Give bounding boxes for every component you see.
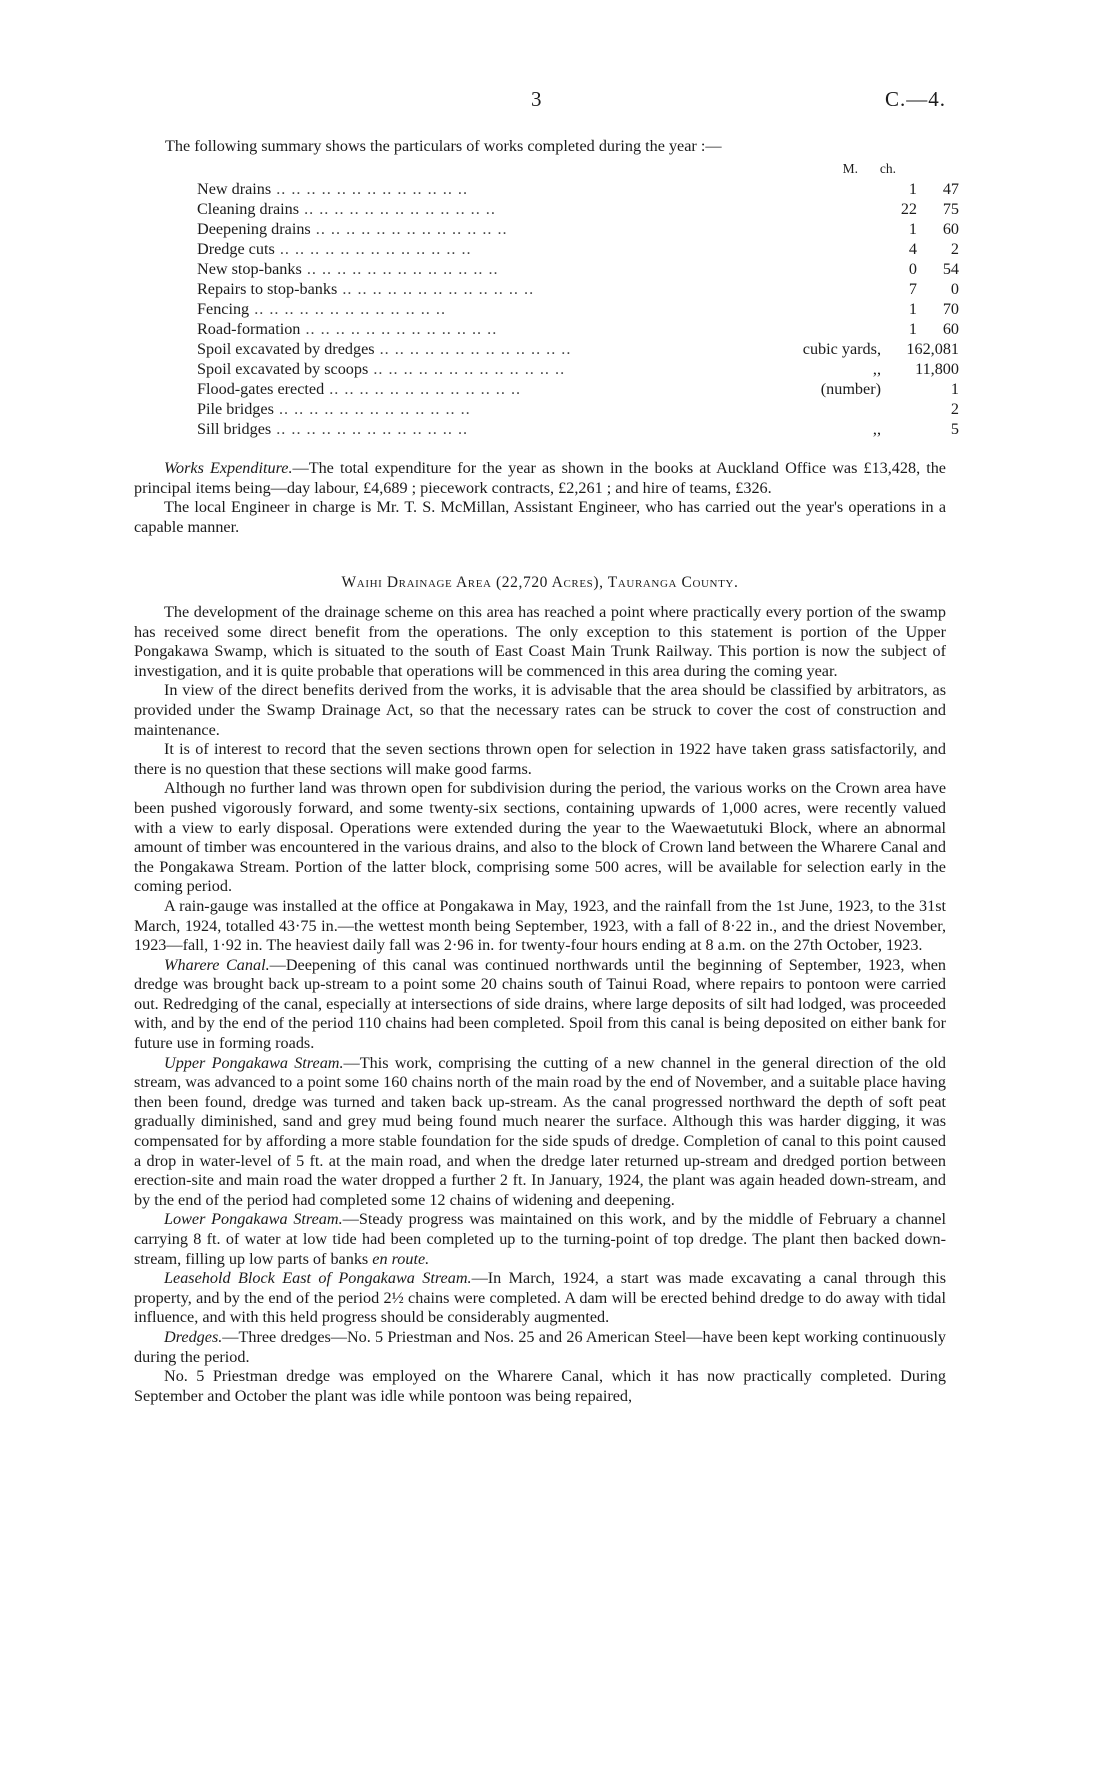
works-expenditure-paragraph <box>134 459 946 498</box>
summary-row-chains: 75 <box>942 200 959 218</box>
summary-row-miles: 1 <box>908 180 917 198</box>
summary-row-label: Dredge cuts <box>197 240 275 258</box>
summary-quantity-row: Spoil excavated by dredges .. .. .. .. .. .. .. .. .. .. .. .. .. cubic yards, 162,081 <box>197 340 959 358</box>
summary-quantity-row: Sill bridges .. .. .. .. .. .. .. .. .. .. .. .. .. ,, 5 <box>197 420 959 438</box>
summary-row-miles: 7 <box>908 280 917 298</box>
quantity-row-label: Pile bridges <box>197 400 274 418</box>
works-summary-table <box>197 179 959 439</box>
summary-row-label: Repairs to stop-banks <box>197 280 338 298</box>
quantity-row-label: Spoil excavated by scoops <box>197 360 369 378</box>
dredges-text: —Three dredges—No. 5 Priestman and Nos. 25 and 26 American Steel—have been kept working continuously during the period. <box>134 1327 946 1366</box>
wharere-canal-heading: Wharere Canal. <box>164 955 270 974</box>
summary-quantity-row: Pile bridges .. .. .. .. .. .. .. .. .. .. .. .. .. 2 <box>197 400 959 418</box>
summary-units <box>820 161 896 177</box>
wharere-canal-text: —Deepening of this canal was continued northwards until the beginning of September, 1923, when dredge was brought back up-stream to a point some 20 chains south of Tainui Road, where repairs to pontoon were carried out. Redredging of the canal, especially at intersections of side drains, where large deposits of silt had lodged, was proceeded with, and by the end of the period 110 chains had been completed. Spoil from this canal is being deposited on either bank for future use in forming roads. <box>134 955 947 1053</box>
summary-row-chains: 60 <box>942 320 959 338</box>
summary-row: New drains .. .. .. .. .. .. .. .. .. .. .. .. .. 1 47 <box>197 180 959 198</box>
miles-column-header: M. <box>842 161 858 176</box>
summary-row: New stop-banks .. .. .. .. .. .. .. .. .. .. .. .. .. 0 54 <box>197 260 959 278</box>
engineer-paragraph: The local Engineer in charge is Mr. T. S. McMillan, Assistant Engineer, who has carried out the year's operations in a capable manner. <box>134 498 946 536</box>
summary-row-label: Fencing <box>197 300 250 318</box>
report-reference: C.—4. <box>884 87 946 111</box>
paragraph-crown-area: Although no further land was thrown open for subdivision during the period, the various works on the Crown area have been pushed vigorously forward, and some twenty-six sections, containing upwards of 1,000 acres, were recently valued with a view to early disposal. Operations were extended during the year to the Waewaetutuki Block, where an abnormal amount of timber was encountered in the various drains, and also to the block of Crown land between the Wharere Canal and the Pongakawa Stream. Portion of the latter block, comprising some 500 acres, will be available for selection early in the coming period. <box>134 779 946 896</box>
paragraph-development: The development of the drainage scheme on this area has reached a point where practically every portion of the swamp has received some direct benefit from the operations. The only exception to this statement is portion of the Upper Pongakawa Swamp, which is situated to the south of East Coast Main Trunk Railway. This portion is now the subject of investigation, and it is quite probable that operations will be commenced in this area during the coming year. <box>134 603 946 680</box>
summary-row: Deepening drains .. .. .. .. .. .. .. .. .. .. .. .. .. 1 60 <box>197 220 959 238</box>
summary-row-miles: 0 <box>908 260 917 278</box>
summary-row: Cleaning drains .. .. .. .. .. .. .. .. .. .. .. .. .. 22 75 <box>197 200 959 218</box>
dredges-heading: Dredges. <box>164 1327 223 1346</box>
quantity-row-label: Spoil excavated by dredges <box>197 340 375 358</box>
summary-row-label: Road-formation <box>197 320 301 338</box>
leasehold-block-text: —In March, 1924, a start was made excavating a canal through this property, and by the end of the period 2½ chains were completed. A dam will be erected behind dredge to do away with tidal influence, and with this held progress should be considerably augmented. <box>134 1269 946 1327</box>
chains-column-header: ch. <box>879 161 896 176</box>
paragraph-leasehold-block <box>134 1269 946 1328</box>
lower-pongakawa-text: —Steady progress was maintained on this work, and by the middle of February a channel carrying 8 ft. of water at low tide had been completed up to the turning-point of top dredge. The plant then backed down-stream, filling up low parts of banks <box>134 1210 946 1268</box>
quantity-row-label: Sill bridges <box>197 420 272 438</box>
page-number: 3 <box>531 87 542 111</box>
summary-row-chains: 2 <box>950 240 959 258</box>
summary-row-chains: 47 <box>942 180 959 198</box>
summary-quantity-row: Flood-gates erected .. .. .. .. .. .. .. .. .. .. .. .. .. (number) 1 <box>197 380 959 398</box>
paragraph-classification: In view of the direct benefits derived from the works, it is advisable that the area should be classified by arbitrators, as provided under the Swamp Drainage Act, so that the necessary rates can be struck to cover the cost of construction and maintenance. <box>134 681 946 739</box>
quantity-row-label: Flood-gates erected <box>197 380 325 398</box>
summary-row-miles: 1 <box>908 220 917 238</box>
quantity-row-value: 2 <box>950 400 959 418</box>
en-route-text: en route. <box>372 1249 430 1268</box>
paragraph-upper-pongakawa <box>134 1054 946 1211</box>
summary-row: Dredge cuts .. .. .. .. .. .. .. .. .. .. .. .. .. 4 2 <box>197 240 959 258</box>
summary-row-chains: 60 <box>942 220 959 238</box>
summary-row-chains: 54 <box>942 260 959 278</box>
waihi-drainage-body <box>134 603 946 1406</box>
summary-row-label: New drains <box>197 180 272 198</box>
quantity-row-unit: ,, <box>872 360 881 378</box>
paragraph-lower-pongakawa <box>134 1210 946 1269</box>
summary-row: Fencing .. .. .. .. .. .. .. .. .. .. .. .. .. 1 70 <box>197 300 959 318</box>
paragraph-rainfall: A rain-gauge was installed at the office at Pongakawa in May, 1923, and the rainfall from the 1st June, 1923, to the 31st March, 1924, totalled 43·75 in.—the wettest month being September, 1923, with a fall of 8·22 in., and the driest November, 1923—fall, 1·92 in. The heaviest daily fall was 2·96 in. for twenty-four hours ending at 8 a.m. on the 27th October, 1923. <box>134 896 946 955</box>
paragraph-wharere-canal <box>134 956 946 1054</box>
works-expenditure-text: —The total expenditure for the year as shown in the books at Auckland Office was £13,428, the principal items being—day labour, £4,689 ; piecework contracts, £2,261 ; and hire of teams, £326. <box>134 459 946 497</box>
quantity-row-value: 5 <box>950 420 959 438</box>
leasehold-block-heading: Leasehold Block East of Pongakawa Stream. <box>164 1269 472 1288</box>
summary-row: Repairs to stop-banks .. .. .. .. .. .. .. .. .. .. .. .. .. 7 0 <box>197 280 959 298</box>
summary-row-chains: 0 <box>950 280 959 298</box>
section-title: Waihi Drainage Area (22,720 Acres), Tauranga County. <box>341 574 739 591</box>
quantity-row-value: 11,800 <box>915 360 959 378</box>
quantity-row-unit: (number) <box>820 380 881 398</box>
works-expenditure-heading: Works Expenditure. <box>164 459 293 477</box>
quantity-row-value: 162,081 <box>906 340 959 358</box>
upper-pongakawa-text: —This work, comprising the cutting of a new channel in the general direction of the old stream, was advanced to a point some 160 chains north of the main road by the end of November, and a suitable place having then been found, dredge was turned and taken back up-stream. As the canal progressed northward the depth of soft peat gradually diminished, sand and grey mud being found much nearer the surface. Although this was harder digging, it was compensated for by affording a more stable foundation for the side spuds of dredge. Completion of canal to this point caused a drop in water-level of 5 ft. at the main road, and when the dredge later returned up-stream and dredged portion between erection-site and main road the water dropped a further 2 ft. In January, 1924, the plant was again headed down-stream, and by the end of the period had completed some 12 chains of widening and deepening. <box>134 1053 946 1209</box>
quantity-row-unit: ,, <box>872 420 881 438</box>
upper-pongakawa-heading: Upper Pongakawa Stream. <box>164 1053 344 1072</box>
summary-row-miles: 22 <box>900 200 917 218</box>
summary-quantity-row: Spoil excavated by scoops .. .. .. .. .. .. .. .. .. .. .. .. .. ,, 11,800 <box>197 360 959 378</box>
summary-row-miles: 1 <box>908 320 917 338</box>
summary-row-label: New stop-banks <box>197 260 302 278</box>
paragraph-priestman: No. 5 Priestman dredge was employed on the Wharere Canal, which it has now practically completed. During September and October the plant was idle while pontoon was being repaired, <box>134 1367 946 1405</box>
lower-pongakawa-heading: Lower Pongakawa Stream. <box>164 1210 343 1229</box>
summary-intro: The following summary shows the particulars of works completed during the year :— <box>165 137 722 155</box>
paragraph-sections: It is of interest to record that the seven sections thrown open for selection in 1922 have taken grass satisfactorily, and there is no question that these sections will make good farms. <box>134 740 946 778</box>
summary-row-label: Cleaning drains <box>197 200 300 218</box>
summary-row-miles: 1 <box>908 300 917 318</box>
summary-row-chains: 70 <box>942 300 959 318</box>
paragraph-dredges <box>134 1328 946 1367</box>
quantity-row-value: 1 <box>950 380 959 398</box>
quantity-row-unit: cubic yards, <box>802 340 881 358</box>
summary-row-label: Deepening drains <box>197 220 311 238</box>
summary-row: Road-formation .. .. .. .. .. .. .. .. .. .. .. .. .. 1 60 <box>197 320 959 338</box>
works-expenditure-block <box>134 459 946 537</box>
summary-row-miles: 4 <box>908 240 917 258</box>
